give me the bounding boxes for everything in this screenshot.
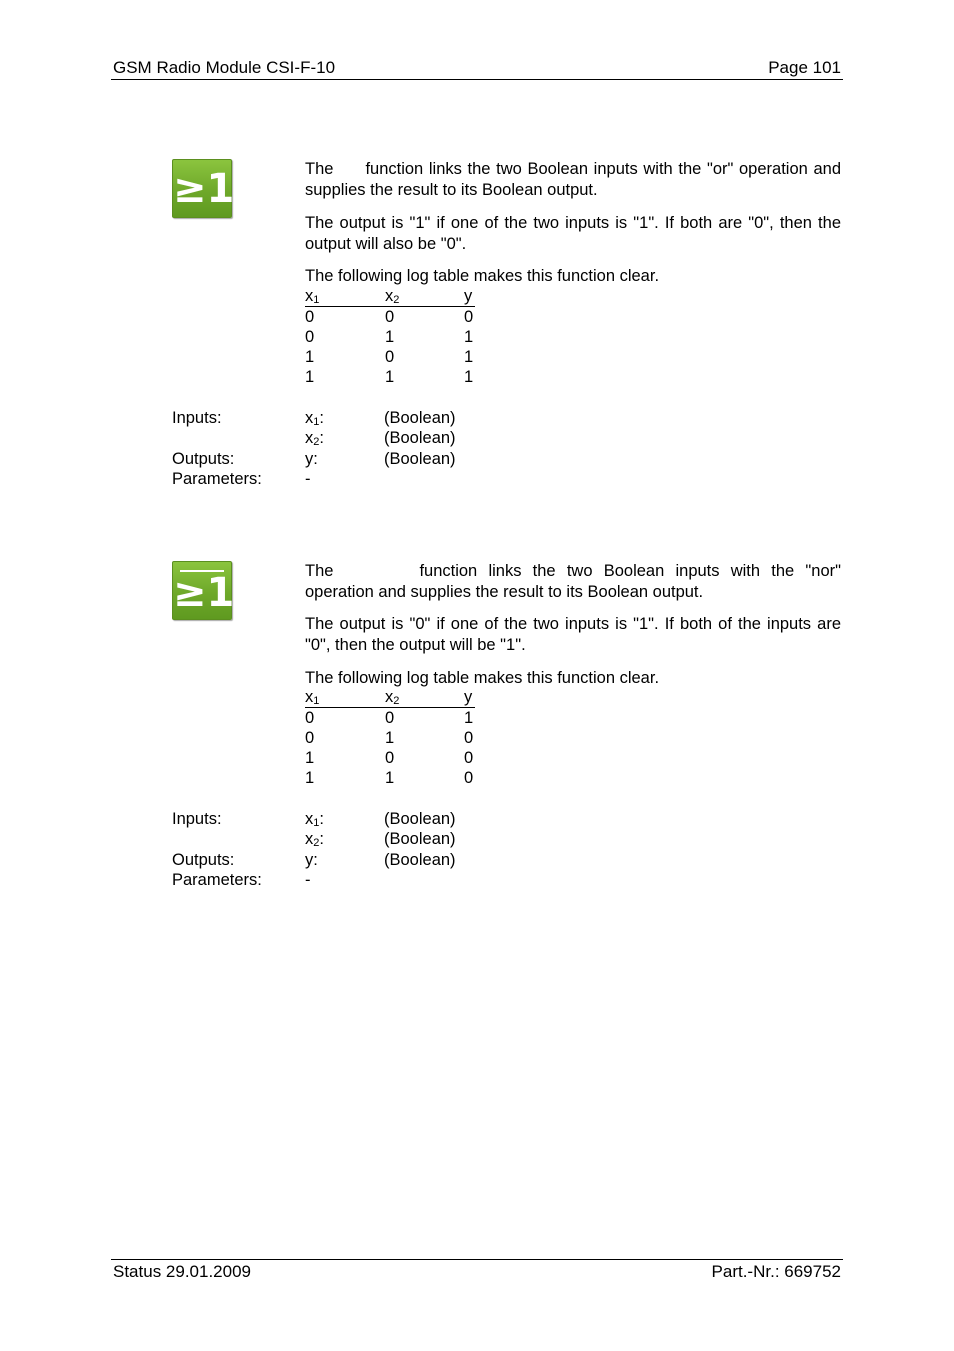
input-x1: $x_1$:: [305, 810, 324, 829]
col-x1: $x_1$: [305, 688, 320, 707]
table-row: 1 0 0: [305, 749, 474, 767]
table-row: 0 0 0: [305, 308, 474, 326]
outputs-label: Outputs:: [172, 850, 235, 869]
or-desc-lead: The: [305, 160, 334, 178]
parameters-label: Parameters:: [172, 870, 262, 889]
input-x2-type: (Boolean): [384, 830, 456, 849]
table-header-row: [305, 288, 475, 307]
parameters-label: Parameters:: [172, 469, 262, 488]
footer-status: Status 29.01.2009: [113, 1262, 252, 1281]
col-x2: $x_2$: [385, 287, 400, 306]
table-header-row: [305, 689, 475, 708]
table-row: 1 0 1: [305, 348, 474, 366]
parameters-value: -: [305, 469, 311, 488]
input-x2-type: (Boolean): [384, 429, 456, 448]
outputs-label: Outputs:: [172, 449, 235, 468]
input-x1-type: (Boolean): [384, 409, 456, 427]
header-title: GSM Radio Module CSI-F-10: [113, 58, 336, 77]
or-description: [305, 159, 841, 200]
col-x1: $x_1$: [305, 287, 320, 306]
nor-gate-symbol: ≥1: [173, 570, 235, 616]
nor-io-spec: [172, 809, 572, 890]
or-truth-table: [305, 288, 475, 387]
input-x2: $x_2$:: [305, 830, 324, 850]
input-x1-type: (Boolean): [384, 810, 456, 828]
nor-desc-rest: function links the two Boolean inputs with the "nor" operation and supplies the result to its Boolean output.: [305, 562, 841, 601]
footer-rule: [111, 1259, 843, 1260]
col-x2: $x_2$: [385, 688, 400, 707]
col-y: y: [464, 287, 473, 305]
col-y: y: [464, 688, 473, 706]
nor-desc-lead: The: [305, 562, 334, 580]
nor-gate-icon: [172, 561, 235, 620]
input-x2: $x_2$:: [305, 429, 324, 449]
table-row: 0 1 1: [305, 328, 474, 346]
or-table-intro: The following log table makes this function clear.: [305, 267, 660, 285]
parameters-value: -: [305, 870, 311, 889]
table-row: 1 1 0: [305, 769, 474, 787]
or-io-spec: [172, 408, 572, 489]
or-gate-icon: [172, 159, 235, 218]
table-row: 0 0 1: [305, 709, 474, 727]
output-y: y:: [305, 850, 318, 869]
header-rule: [111, 79, 843, 80]
footer-part-number: Part.-Nr.: 669752: [711, 1262, 841, 1281]
nor-description: [305, 561, 841, 602]
nor-table-intro: The following log table makes this function clear.: [305, 669, 660, 687]
input-x1: $x_1$:: [305, 409, 324, 428]
inputs-label: Inputs:: [172, 810, 222, 828]
output-y-type: (Boolean): [384, 850, 456, 869]
nor-truth-table: [305, 689, 475, 788]
or-desc-rest: function links the two Boolean inputs with the "or" operation and supplies the result to its Boolean output.: [305, 160, 841, 199]
inputs-label: Inputs:: [172, 409, 222, 427]
table-row: 1 1 1: [305, 368, 474, 386]
table-row: 0 1 0: [305, 729, 474, 747]
output-y-type: (Boolean): [384, 449, 456, 468]
nor-output-rule: The output is "0" if one of the two inputs is "1". If both of the inputs are "0", then the output will be "1".: [305, 615, 841, 654]
or-gate-symbol: ≥1: [173, 166, 235, 212]
or-output-rule: The output is "1" if one of the two inputs is "1". If both are "0", then the output will also be "0".: [305, 214, 841, 253]
output-y: y:: [305, 449, 318, 468]
header-page-number: Page 101: [768, 58, 841, 77]
